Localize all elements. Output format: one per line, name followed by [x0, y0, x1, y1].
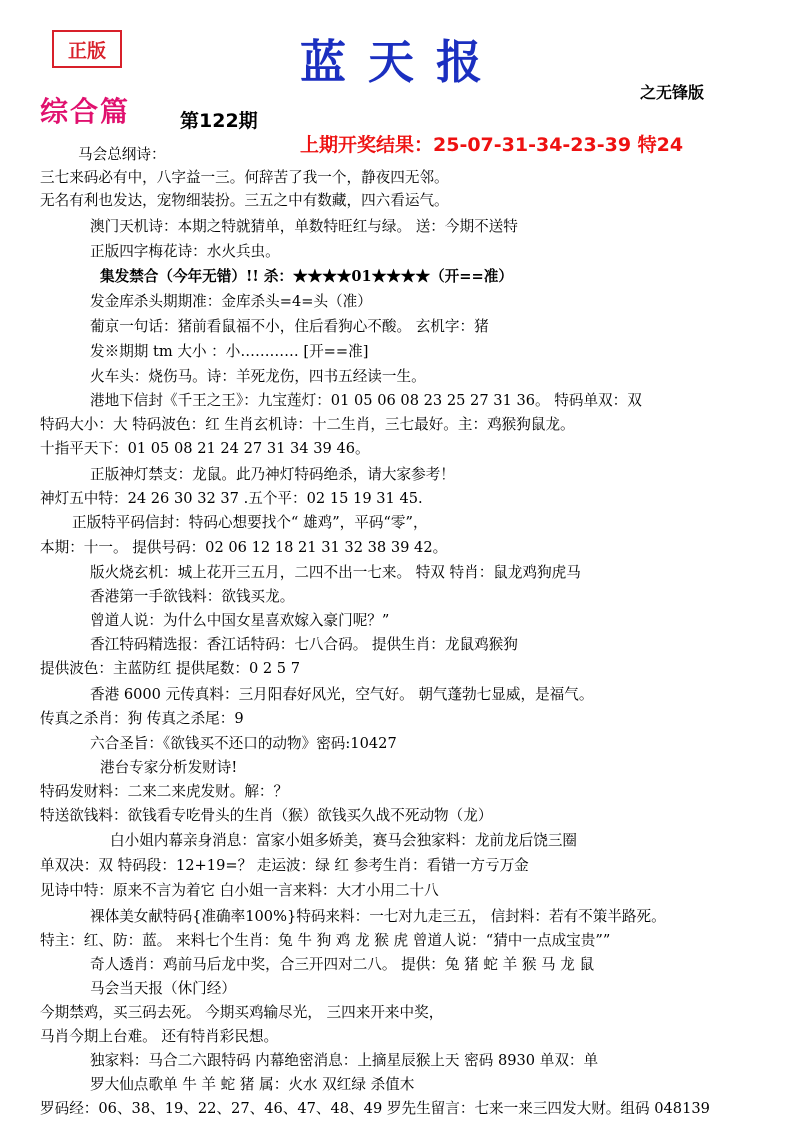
edition-label: 之无锋版	[640, 83, 705, 102]
text-line: 罗码经：06、38、19、22、27、46、47、48、49 罗先生留言：七来一来三四发大财。组码 048139	[40, 1100, 710, 1117]
text-line: 本期：十一。 提供号码：02 06 12 18 21 31 32 38 39 42。	[40, 539, 448, 556]
text-line: 神灯五中特：24 26 30 32 37 .五个平：02 15 19 31 45.	[40, 490, 423, 507]
text-line: 六合圣旨：《欲钱买不还口的动物》密码:10427	[90, 735, 397, 752]
text-line: 十指平天下：01 05 08 21 24 27 31 34 39 46。	[40, 440, 370, 457]
text-line: 传真之杀肖：狗 传真之杀尾：9	[40, 710, 244, 727]
text-line: 特送欲钱料：欲钱看专吃骨头的生肖（猴）欲钱买久战不死动物（龙）	[40, 807, 493, 824]
text-line: 香江特码精选报：香江话特码：七八合码。 提供生肖：龙鼠鸡猴狗	[90, 636, 518, 653]
section-title: 综合篇	[40, 95, 131, 128]
text-line: 版火烧玄机：城上花开三五月，二四不出一七来。 特双 特肖：鼠龙鸡狗虎马	[90, 564, 581, 581]
text-line: 无名有利也发达，宠物细装扮。三五之中有数藏，四六看运气。	[40, 192, 449, 209]
text-line: 曾道人说：为什么中国女星喜欢嫁入豪门呢？”	[90, 612, 390, 629]
issue-number: 第122期	[180, 110, 258, 132]
text-line: 香港第一手欲钱料：欲钱买龙。	[90, 588, 295, 605]
text-line: 港地下信封《千王之王》：九宝莲灯：01 05 06 08 23 25 27 31 36。 特码单双：双	[90, 392, 642, 409]
text-line: 火车头：烧伤马。诗：羊死龙伤，四书五经读一生。	[90, 368, 426, 385]
text-line: 香港 6000 元传真料：三月阳春好风光，空气好。 朝气蓬勃七显威，是福气。	[90, 686, 594, 703]
text-line: 独家料：马合二六跟特码 内幕绝密消息：上摘星辰猴上天 密码 8930 单双：单	[90, 1052, 599, 1069]
text-line: 裸体美女献特码{准确率100%}特码来料：一七对九走三五， 信封料：若有不策半路死。	[90, 908, 666, 925]
text-line: 白小姐内幕亲身消息：富家小姐多娇美，赛马会独家料：龙前龙后饶三圈	[110, 832, 578, 849]
text-line: 正版神灯禁支：龙鼠。此乃神灯特码绝杀，请大家参考！	[90, 466, 455, 483]
text-line: 单双决：双 特码段：12+19=？ 走运波：绿 红 参考生肖：看错一方亏万金	[40, 857, 529, 874]
stamp-genuine: 正版	[52, 30, 122, 68]
text-line: 特码大小：大 特码波色：红 生肖玄机诗：十二生肖，三七最好。主：鸡猴狗鼠龙。	[40, 416, 575, 433]
last-draw-result: 上期开奖结果：25-07-31-34-23-39 特24	[300, 134, 684, 156]
text-line: 见诗中特：原来不言为着它 白小姐一言来料：大才小用二十八	[40, 882, 439, 899]
text-line: 特码发财料：二来二来虎发财。解：？	[40, 783, 289, 800]
text-line: 集发禁合（今年无错）!! 杀：★★★★01★★★★（开==准）	[100, 268, 513, 285]
text-line: 马肖今期上台难。 还有特肖彩民想。	[40, 1028, 279, 1045]
text-line: 正版四字梅花诗：水火兵虫。	[90, 243, 280, 260]
text-line: 提供波色：主蓝防红 提供尾数：0 2 5 7	[40, 660, 301, 677]
text-line: 马会当天报（休门经）	[90, 980, 236, 997]
text-line: 正版特平码信封：特码心想要找个“ 雄鸡”，平码“零”，	[72, 514, 428, 531]
text-line: 马会总纲诗：	[78, 146, 166, 163]
text-line: 港台专家分析发财诗!	[100, 759, 238, 776]
text-line: 葡京一句话：猪前看鼠福不小，住后看狗心不酸。 玄机字：猪	[90, 318, 489, 335]
text-line: 罗大仙点歌单 牛 羊 蛇 猪 属：火水 双红绿 杀值木	[90, 1076, 415, 1093]
text-line: 今期禁鸡，买三码去死。 今期买鸡输尽光， 三四来开来中奖，	[40, 1004, 444, 1021]
text-line: 三七来码必有中，八字益一三。何辞苦了我一个，静夜四无邻。	[40, 169, 449, 186]
page-title: 蓝天报	[300, 35, 504, 89]
text-line: 澳门天机诗：本期之特就猜单，单数特旺红与绿。 送：今期不送特	[90, 218, 518, 235]
text-line: 发金库杀头期期准：金库杀头=4=头（准）	[90, 293, 372, 310]
text-line: 特主：红、防：蓝。 来料七个生肖：兔 牛 狗 鸡 龙 猴 虎 曾道人说：“猜中一点成宝贵””	[40, 932, 611, 949]
text-line: 奇人透肖：鸡前马后龙中奖，合三开四对二八。 提供：兔 猪 蛇 羊 猴 马 龙 鼠	[90, 956, 595, 973]
text-line: 发※期期 tm 大小 ：小………… [开==准]	[90, 343, 369, 360]
